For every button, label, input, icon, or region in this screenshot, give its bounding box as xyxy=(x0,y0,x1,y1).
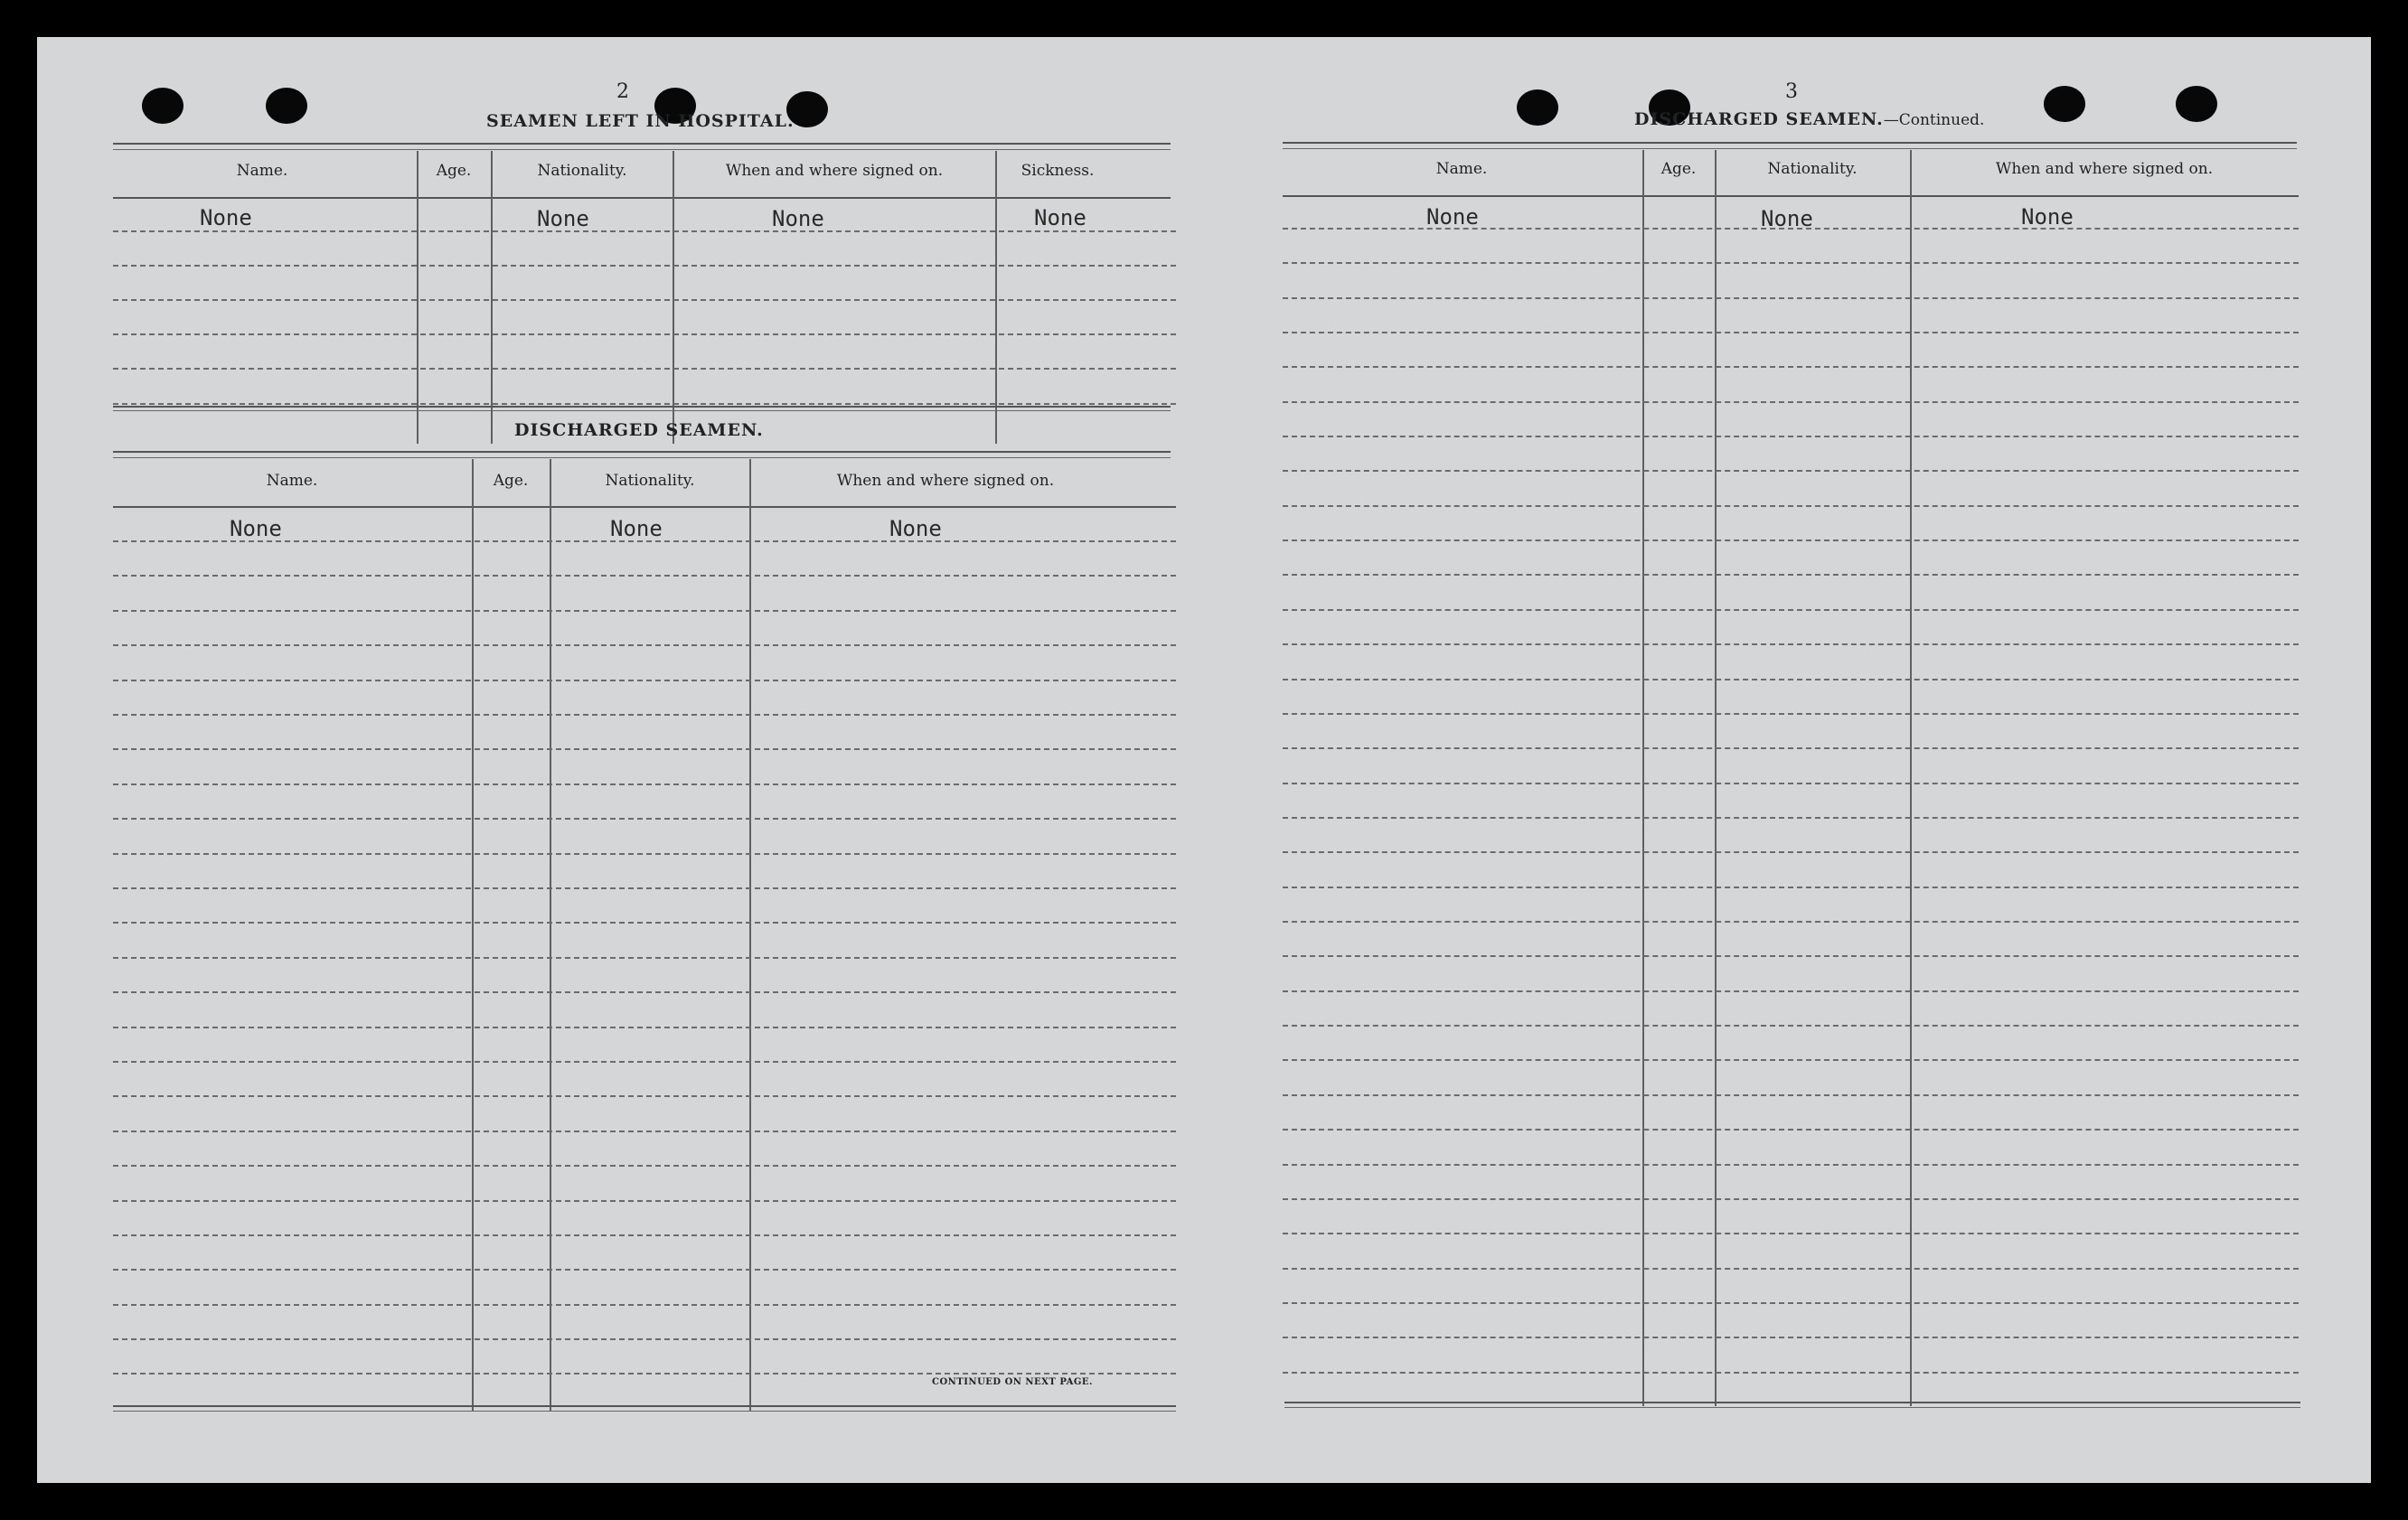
ruled-line xyxy=(1283,1094,2299,1096)
column-header-signed-on: When and where signed on. xyxy=(836,472,1055,490)
column-divider xyxy=(1910,150,1912,1406)
ruled-line xyxy=(1283,609,2299,611)
column-header-name: Name. xyxy=(266,472,318,490)
ruled-line xyxy=(1283,401,2299,403)
punch-hole xyxy=(142,88,183,124)
ruled-line xyxy=(1283,1302,2299,1304)
ruled-line xyxy=(113,957,1176,959)
rule xyxy=(1283,195,2299,197)
column-divider xyxy=(1642,150,1644,1406)
entry-nationality: None xyxy=(1761,206,1813,231)
ruled-line xyxy=(1283,505,2299,507)
entry-sickness: None xyxy=(1034,205,1086,230)
ruled-line xyxy=(113,368,1176,370)
ruled-line xyxy=(1283,1129,2299,1131)
ruled-line xyxy=(113,748,1176,750)
ruled-line xyxy=(113,1373,1176,1375)
rule xyxy=(1283,148,2297,149)
ruled-line xyxy=(1283,297,2299,299)
column-header-signed-on: When and where signed on. xyxy=(725,162,944,180)
section-title: SEAMEN LEFT IN HOSPITAL. xyxy=(486,111,795,131)
ruled-line xyxy=(113,333,1176,335)
entry-nationality: None xyxy=(537,206,589,231)
column-header-nationality: Nationality. xyxy=(1767,160,1858,178)
punch-hole xyxy=(266,88,307,124)
column-header-signed-on: When and where signed on. xyxy=(1995,160,2214,178)
ruled-line xyxy=(1283,1164,2299,1166)
ruled-line xyxy=(1283,817,2299,819)
rule xyxy=(113,451,1171,453)
ruled-line xyxy=(113,922,1176,924)
entry-nationality: None xyxy=(610,516,663,541)
ruled-line xyxy=(1283,1025,2299,1027)
punch-hole xyxy=(1517,89,1558,126)
rule xyxy=(113,406,1171,408)
rule xyxy=(113,506,1176,508)
column-divider xyxy=(417,151,419,444)
ruled-line xyxy=(1283,1198,2299,1200)
rule xyxy=(113,149,1171,150)
ruled-line xyxy=(1283,713,2299,715)
ruled-line xyxy=(113,403,1176,405)
rule xyxy=(1283,142,2297,144)
column-header-nationality: Nationality. xyxy=(537,162,627,180)
ruled-line xyxy=(1283,1059,2299,1061)
ruled-line xyxy=(113,610,1176,612)
section-title xyxy=(1634,109,1984,129)
section-title: DISCHARGED SEAMEN. xyxy=(514,420,764,440)
ruled-line xyxy=(1283,540,2299,541)
column-header-nationality: Nationality. xyxy=(605,472,695,490)
page-number: 3 xyxy=(1785,80,1798,103)
ruled-line xyxy=(113,1027,1176,1028)
rule xyxy=(113,197,1171,199)
ruled-line xyxy=(113,1165,1176,1167)
entry-signed-on: None xyxy=(2021,204,2074,230)
entry-name: None xyxy=(200,205,252,230)
entry-signed-on: None xyxy=(772,206,824,231)
page-number: 2 xyxy=(616,80,629,103)
punch-hole xyxy=(2044,86,2085,122)
ruled-line xyxy=(1283,1372,2299,1374)
ruled-line xyxy=(113,853,1176,855)
entry-name: None xyxy=(230,516,282,541)
continued-note: CONTINUED ON NEXT PAGE. xyxy=(932,1377,1094,1387)
ruled-line xyxy=(1283,436,2299,437)
ruled-line xyxy=(1283,679,2299,680)
ruled-line xyxy=(113,818,1176,820)
document-page xyxy=(37,37,2371,1483)
ruled-line xyxy=(1283,332,2299,333)
ruled-line xyxy=(113,714,1176,716)
column-header-sickness: Sickness. xyxy=(1021,162,1095,180)
ruled-line xyxy=(1283,921,2299,923)
ruled-line xyxy=(113,783,1176,785)
column-divider xyxy=(673,151,674,444)
punch-hole xyxy=(2176,86,2217,122)
ruled-line xyxy=(113,230,1176,232)
rule xyxy=(113,410,1171,411)
column-header-age: Age. xyxy=(436,162,472,180)
rule xyxy=(113,143,1171,145)
column-header-name: Name. xyxy=(1435,160,1488,178)
column-header-age: Age. xyxy=(493,472,529,490)
ruled-line xyxy=(1283,1337,2299,1338)
rule xyxy=(113,457,1171,458)
entry-signed-on: None xyxy=(889,516,942,541)
ruled-line xyxy=(113,680,1176,681)
ruled-line xyxy=(113,1304,1176,1306)
column-divider xyxy=(995,151,997,444)
ruled-line xyxy=(1283,1268,2299,1270)
section-title-text: DISCHARGED SEAMEN. xyxy=(1634,109,1884,129)
ruled-line xyxy=(1283,470,2299,472)
ruled-line xyxy=(113,1234,1176,1236)
ruled-line xyxy=(1283,747,2299,749)
ruled-line xyxy=(1283,366,2299,368)
ruled-line xyxy=(1283,955,2299,957)
ruled-line xyxy=(113,299,1176,301)
column-divider xyxy=(491,151,493,444)
section-title-suffix: —Continued. xyxy=(1883,111,1985,129)
ruled-line xyxy=(1283,783,2299,784)
column-header-age: Age. xyxy=(1660,160,1697,178)
rule xyxy=(1284,1407,2300,1408)
ruled-line xyxy=(1283,1233,2299,1234)
ruled-line xyxy=(113,1095,1176,1097)
ruled-line xyxy=(113,991,1176,993)
ruled-line xyxy=(1283,262,2299,264)
ruled-line xyxy=(1283,851,2299,853)
ruled-line xyxy=(113,1338,1176,1340)
ruled-line xyxy=(113,1200,1176,1202)
entry-name: None xyxy=(1426,204,1479,230)
rule xyxy=(113,1411,1176,1412)
rule xyxy=(113,1405,1176,1407)
ruled-line xyxy=(1283,990,2299,992)
ruled-line xyxy=(113,644,1176,646)
ruled-line xyxy=(1283,643,2299,645)
ruled-line xyxy=(1283,887,2299,888)
column-divider xyxy=(1715,150,1717,1406)
ruled-line xyxy=(113,1131,1176,1132)
ruled-line xyxy=(113,1269,1176,1271)
ruled-line xyxy=(113,887,1176,889)
ruled-line xyxy=(113,265,1176,267)
column-header-name: Name. xyxy=(236,162,288,180)
ruled-line xyxy=(113,1061,1176,1063)
rule xyxy=(1284,1402,2300,1403)
ruled-line xyxy=(1283,574,2299,576)
ruled-line xyxy=(113,575,1176,577)
